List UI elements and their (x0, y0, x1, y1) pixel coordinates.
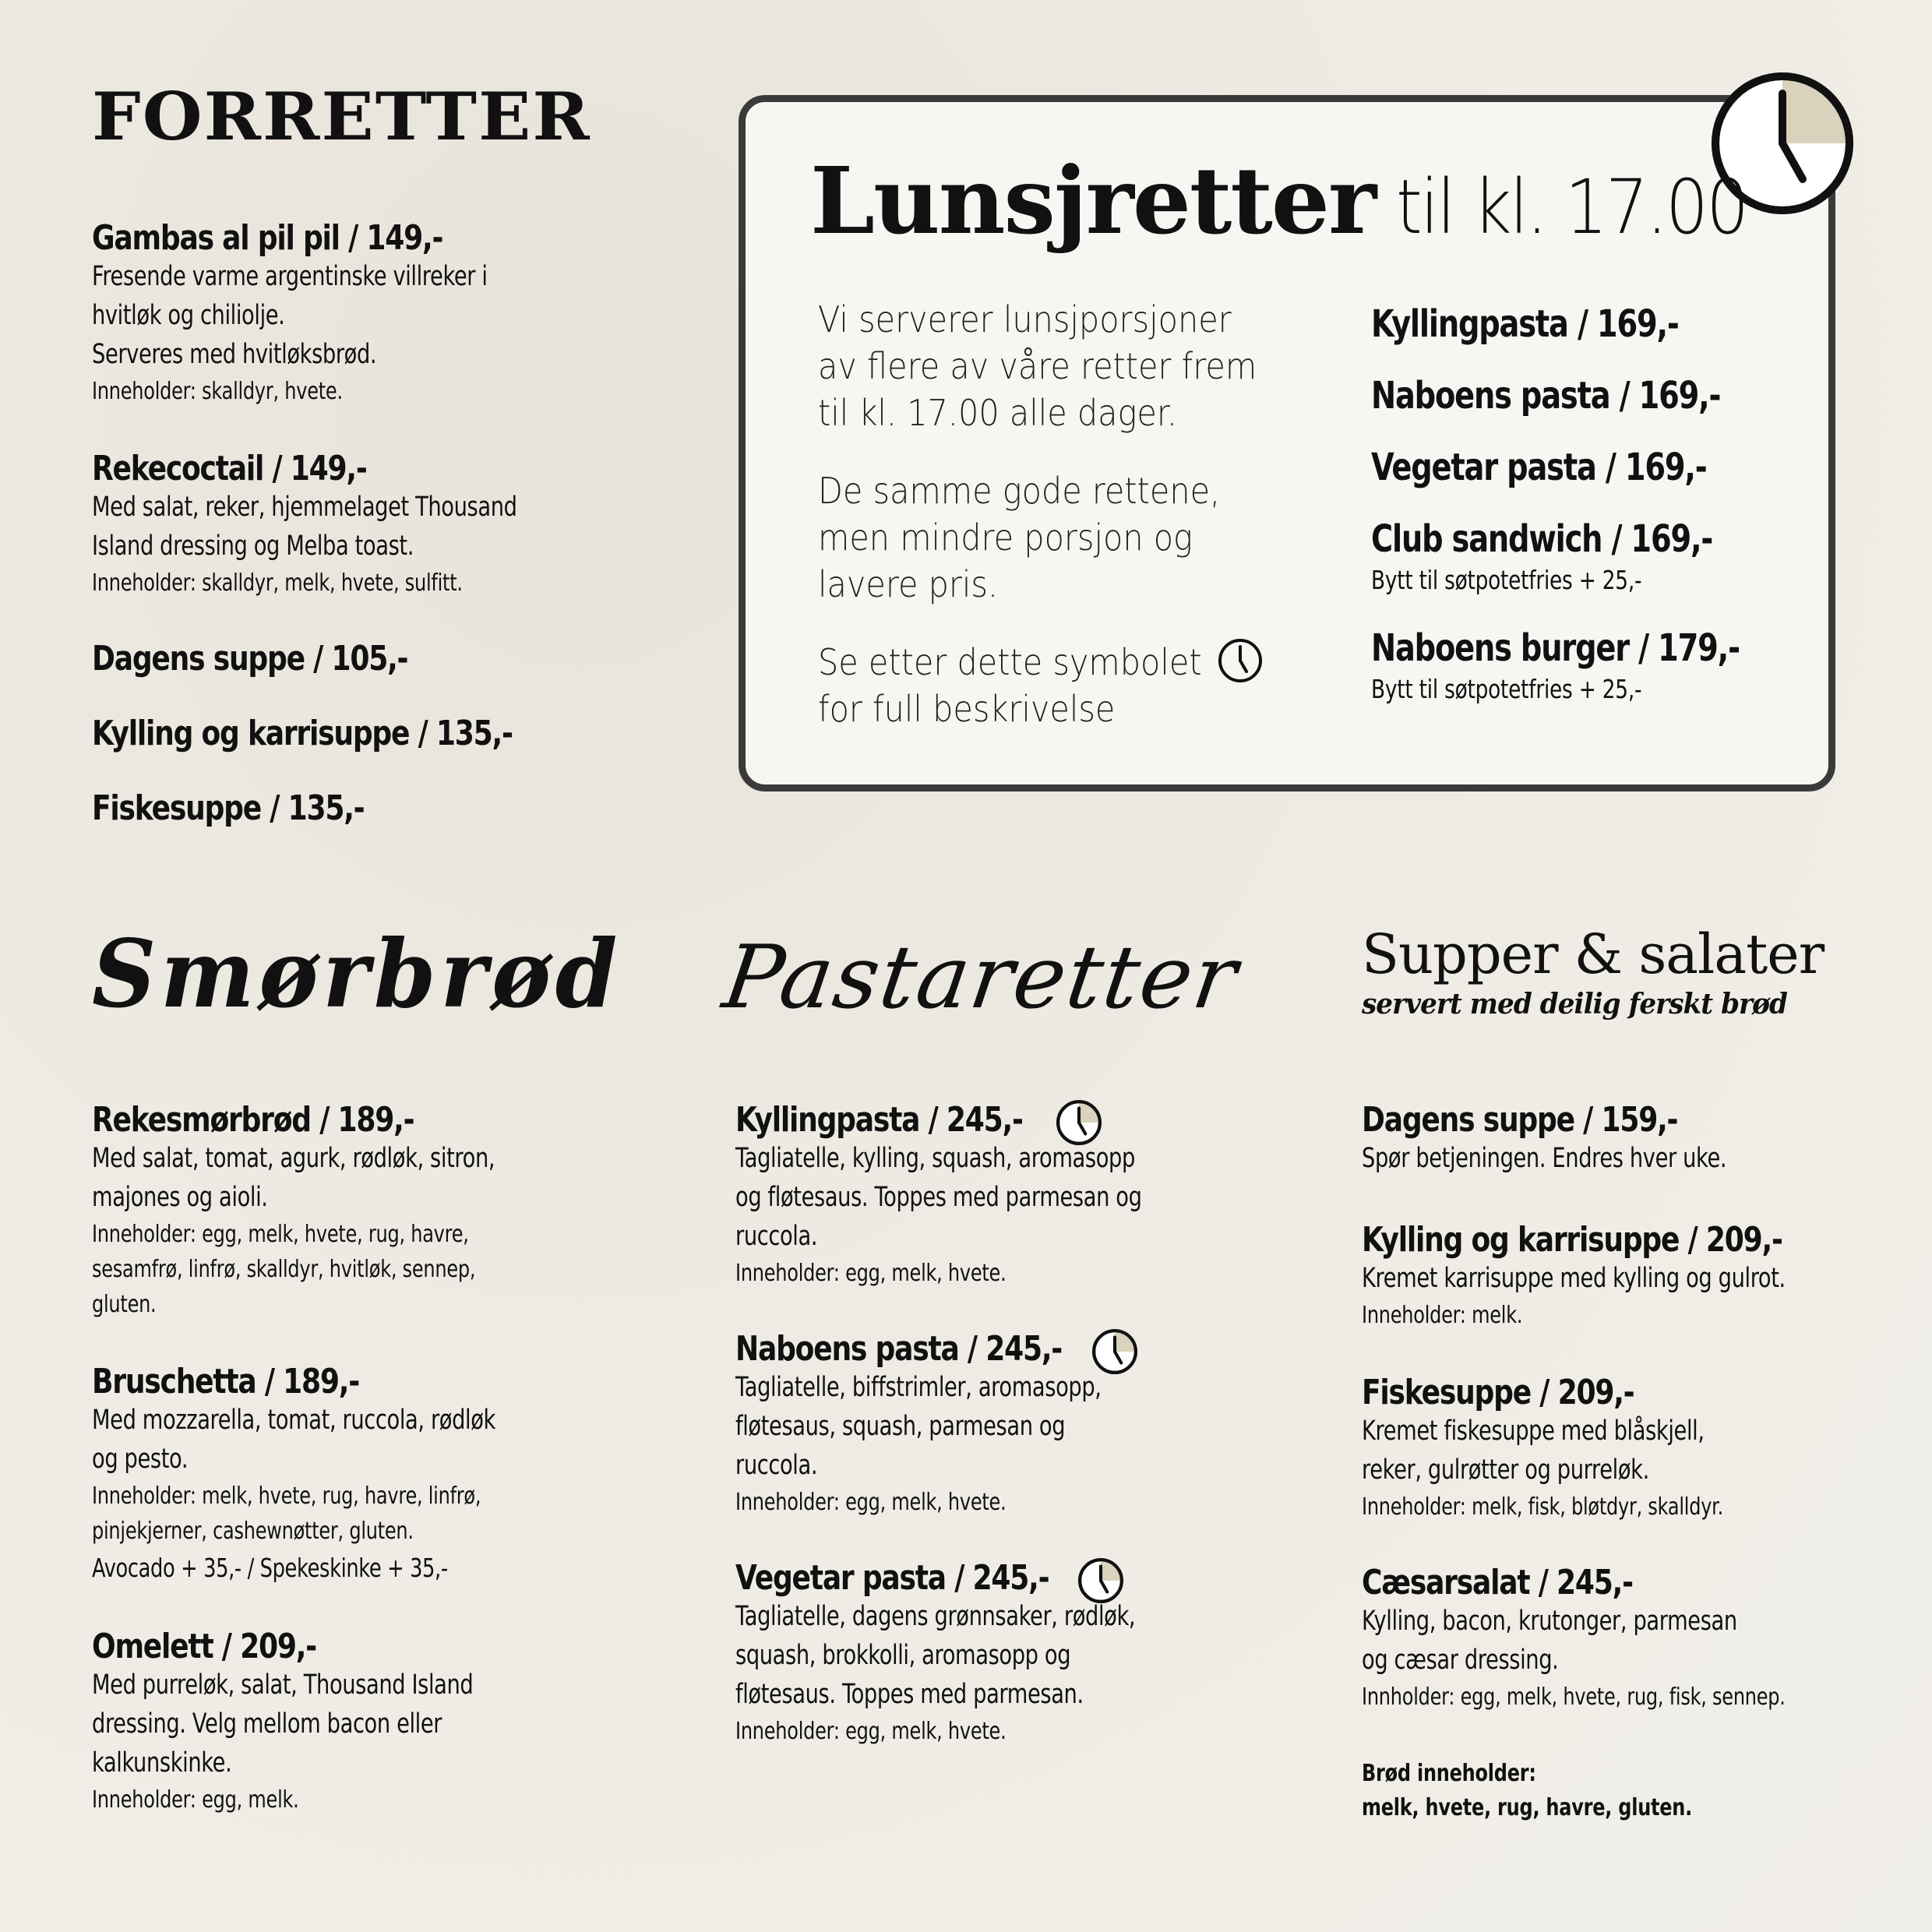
item-desc: Kremet fiskesuppe med blåskjell, (1362, 1416, 1705, 1447)
item-desc: Island dressing og Melba toast. (92, 531, 414, 562)
item-allergens: pinjekjerner, cashewnøtter, gluten. (92, 1518, 414, 1546)
item-desc: Med salat, tomat, agurk, rødløk, sitron, (92, 1143, 495, 1175)
item-desc: Tagliatelle, dagens grønnsaker, rødløk, (735, 1601, 1136, 1633)
item-allergens: Inneholder: skalldyr, hvete. (92, 378, 343, 406)
forretter-heading: FORRETTER (92, 78, 591, 155)
supper-heading: Supper & salater (1362, 922, 1824, 986)
item-desc: Fresende varme argentinske villreker i (92, 261, 488, 293)
menu-item (92, 220, 599, 409)
menu-item (1362, 1374, 1814, 1525)
lunch-item: Vegetar pasta / 169,- (1371, 446, 1707, 489)
lunch-item: Kyllingpasta / 169,- (1371, 302, 1679, 346)
item-allergens: Inneholder: egg, melk. (92, 1786, 299, 1814)
item-allergens: Inneholder: melk, hvete, rug, havre, linfrø, (92, 1482, 481, 1511)
item-allergens: Innholder: egg, melk, hvete, rug, fisk, sennep. (1362, 1683, 1786, 1712)
menu-item (92, 1363, 609, 1588)
lunch-intro-line: til kl. 17.00 alle dager. (818, 392, 1178, 434)
lunch-intro-line: Se etter dette symbolet (818, 641, 1202, 683)
supper-subheading: servert med deilig ferskt brød (1362, 988, 1787, 1021)
item-desc: Serveres med hvitløksbrød. (92, 339, 377, 371)
item-desc: ruccola. (735, 1450, 818, 1482)
item-desc: dressing. Velg mellom bacon eller (92, 1708, 442, 1740)
item-desc: fløtesaus. Toppes med parmesan. (735, 1679, 1084, 1711)
item-desc: Tagliatelle, biffstrimler, aromasopp, (735, 1372, 1102, 1404)
item-desc: Kylling, bacon, krutonger, parmesan (1362, 1606, 1737, 1638)
item-name: Kylling og karrisuppe / 135,- (92, 714, 513, 753)
item-allergens: Inneholder: melk. (1362, 1302, 1523, 1330)
pasta-heading: Pastaretter (717, 927, 1245, 1028)
item-desc: reker, gulrøtter og purreløk. (1362, 1454, 1649, 1486)
clock-icon (1077, 1557, 1125, 1605)
item-allergens: Inneholder: egg, melk, hvete. (735, 1489, 1007, 1517)
item-allergens: Inneholder: melk, fisk, bløtdyr, skalldyr. (1362, 1493, 1723, 1521)
item-name: Dagens suppe / 159,- (1362, 1100, 1678, 1140)
item-allergens: Inneholder: skalldyr, melk, hvete, sulfitt. (92, 569, 463, 598)
item-extra: Avocado + 35,- / Spekeskinke + 35,- (92, 1553, 448, 1584)
lunch-item: Club sandwich / 169,- (1371, 517, 1713, 561)
item-desc: ruccola. (735, 1221, 818, 1253)
item-allergens: Inneholder: egg, melk, hvete, rug, havre, (92, 1221, 469, 1249)
lunch-intro-line: De samme gode rettene, (818, 470, 1221, 512)
lunch-intro-line: lavere pris. (818, 563, 999, 605)
menu-item (92, 1628, 580, 1817)
item-desc: og fløtesaus. Toppes med parmesan og (735, 1182, 1142, 1214)
item-desc: og cæsar dressing. (1362, 1645, 1559, 1676)
item-desc: squash, brokkolli, aromasopp og (735, 1640, 1071, 1672)
smorbrod-heading: Smørbrød (92, 919, 622, 1029)
item-name: Dagens suppe / 105,- (92, 639, 408, 679)
lunch-item: Naboens pasta / 169,- (1371, 374, 1721, 418)
menu-item (735, 1560, 1248, 1749)
clock-icon (1055, 1098, 1103, 1147)
item-name: Rekesmørbrød / 189,- (92, 1100, 414, 1140)
bread-text: melk, hvete, rug, havre, gluten. (1362, 1794, 1693, 1821)
item-name: Naboens pasta / 245,- (735, 1329, 1063, 1369)
item-name: Kyllingpasta / 245,- (735, 1100, 1023, 1140)
menu-item (92, 1102, 608, 1322)
item-desc: og pesto. (92, 1444, 189, 1475)
item-name: Rekecoctail / 149,- (92, 449, 367, 488)
menu-item (1362, 1222, 1905, 1333)
item-desc: kalkunskinke. (92, 1747, 232, 1779)
lunch-intro-line: av flere av våre retter frem (818, 345, 1257, 387)
item-name: Bruschetta / 189,- (92, 1362, 360, 1401)
item-allergens: sesamfrø, linfrø, skalldyr, hvitløk, sennep, (92, 1256, 476, 1284)
item-name: Kylling og karrisuppe / 209,- (1362, 1220, 1782, 1260)
lunch-note: Bytt til søtpotetfries + 25,- (1371, 674, 1642, 704)
item-desc: hvitløk og chiliolje. (92, 300, 285, 332)
item-desc: Med purreløk, salat, Thousand Island (92, 1669, 474, 1701)
menu-item (735, 1102, 1257, 1291)
lunch-intro-line: men mindre porsjon og (818, 516, 1193, 559)
item-desc: Tagliatelle, kylling, squash, aromasopp (735, 1143, 1135, 1175)
item-allergens: Inneholder: egg, melk, hvete. (735, 1718, 1007, 1746)
lunch-title: Lunsjretter (810, 146, 1376, 255)
lunch-title-row (810, 146, 1786, 255)
bread-label: Brød inneholder: (1362, 1760, 1536, 1787)
lunch-note: Bytt til søtpotetfries + 25,- (1371, 565, 1642, 595)
item-name: Omelett / 209,- (92, 1627, 316, 1666)
item-desc: Med mozzarella, tomat, ruccola, rødløk (92, 1405, 495, 1437)
menu-item (1362, 1102, 1829, 1178)
item-allergens: Inneholder: egg, melk, hvete. (735, 1260, 1007, 1288)
item-name: Fiskesuppe / 135,- (92, 788, 365, 828)
item-desc: majones og aioli. (92, 1182, 268, 1214)
item-name: Gambas al pil pil / 149,- (92, 218, 443, 258)
item-desc: Kremet karrisuppe med kylling og gulrot. (1362, 1263, 1786, 1295)
menu-item (92, 450, 636, 601)
item-desc: Spør betjeningen. Endres hver uke. (1362, 1143, 1727, 1175)
item-name: Fiskesuppe / 209,- (1362, 1373, 1634, 1412)
lunch-intro-line: for full beskrivelse (818, 688, 1116, 730)
lunch-intro-line: Vi serverer lunsjporsjoner (818, 298, 1232, 340)
item-name: Cæsarsalat / 245,- (1362, 1563, 1633, 1602)
item-desc: fløtesaus, squash, parmesan og (735, 1411, 1066, 1443)
item-allergens: gluten. (92, 1291, 157, 1319)
menu-item (1362, 1564, 1891, 1715)
item-desc: Med salat, reker, hjemmelaget Thousand (92, 492, 517, 524)
item-name: Vegetar pasta / 245,- (735, 1558, 1049, 1598)
clock-icon (1217, 637, 1264, 684)
clock-icon (1091, 1327, 1139, 1376)
lunch-subtitle: til kl. 17.00 (1395, 164, 1747, 251)
lunch-item: Naboens burger / 179,- (1371, 626, 1740, 670)
